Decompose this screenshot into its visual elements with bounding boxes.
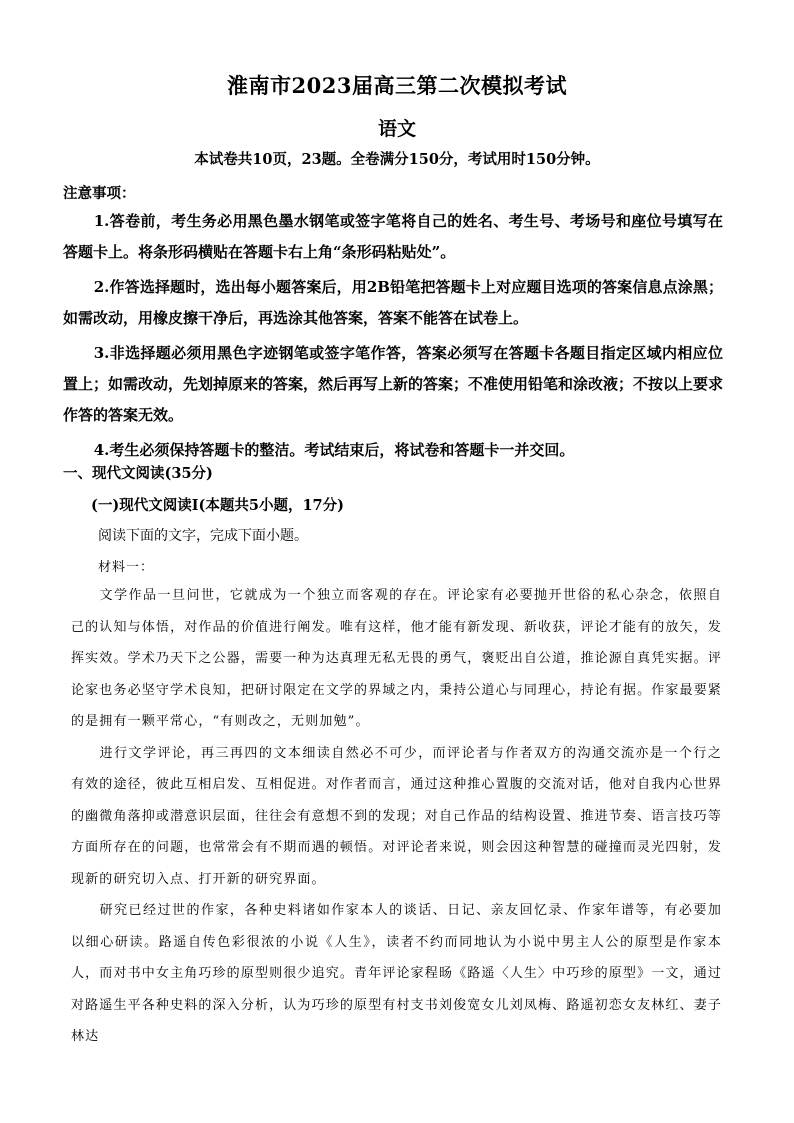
subject-title: 语文 [377,118,416,140]
notice-list [63,206,723,470]
notice-item: 2.作答选择题时，选出每小题答案后，用2B铅笔把答题卡上对应题目选项的答案信息点涂黑；如需改动，用橡皮擦干净后，再选涂其他答案，答案不能答在试卷上。 [63,278,723,327]
body-paragraph: 研究已经过世的作家，各种史料诸如作家本人的谈话、日记、亲友回忆录、作家年谱等，有必要加以细心研读。路遥自传色彩很浓的小说《人生》，读者不约而同地认为小说中男主人公的原型是作家本人，而对书中女主角巧珍的原型则很少追究。青年评论家程旸《路遥〈人生〉中巧珍的原型》一文，通过对路遥生平各种史料的深入分析，认为巧珍的原型有村支书刘俊宽女儿刘凤梅、路遥初恋女友林红、妻子林达 [71,903,722,1044]
material-body [71,580,722,1053]
section-heading: 一、现代文阅读(35分) [63,465,213,482]
material-label: 材料一： [98,560,155,575]
notice-heading: 注意事项： [63,185,136,202]
notice-item: 4.考生必须保持答题卡的整洁。考试结束后，将试卷和答题卡一并交回。 [93,441,575,459]
exam-title: 淮南市2023届高三第二次模拟考试 [227,73,567,98]
subsection-heading: (一)现代文阅读Ⅰ(本题共5小题，17分) [91,497,344,514]
body-paragraph: 进行文学评论，再三再四的文本细读自然必不可少，而评论者与作者双方的沟通交流亦是一个行之有效的途径，彼此互相启发、互相促进。对作者而言，通过这种推心置腹的交流对话，他对自我内心世界的幽微角落抑或潜意识层面，往往会有意想不到的发现；对自己作品的结构设置、推进节奏、语言技巧等方面所存在的问题，也常常会有不期而遇的顿悟。对评论者来说，则会因这种智慧的碰撞而灵光四射，发现新的研究切入点、打开新的研究界面。 [71,745,722,887]
reading-instruction: 阅读下面的文字，完成下面小题。 [98,528,308,544]
notice-item: 3.非选择题必须用黑色字迹钢笔或签字笔作答，答案必须写在答题卡各题目指定区域内相应位置上；如需改动，先划掉原来的答案，然后再写上新的答案；不准使用铅笔和涂改液；不按以上要求作答的答案无效。 [63,344,724,424]
body-paragraph: 文学作品一旦问世，它就成为一个独立而客观的存在。评论家有必要抛开世俗的私心杂念，依照自己的认知与体悟，对作品的价值进行阐发。唯有这样，他才能有新发现、新收获，评论才能有的放矢，发挥实效。学术乃天下之公器，需要一种为达真理无私无畏的勇气，褒贬出自公道，推论源自真凭实据。评论家也务必坚守学术良知，把研讨限定在文学的界域之内，秉持公道心与同理心，持论有据。作家最要紧的是拥有一颗平常心，“有则改之，无则加勉”。 [71,588,722,729]
notice-item: 1.答卷前，考生务必用黑色墨水钢笔或签字笔将自己的姓名、考生号、考场号和座位号填写在答题卡上。将条形码横贴在答题卡右上角“条形码粘贴处”。 [63,212,723,261]
exam-summary: 本试卷共10页，23题。全卷满分150分，考试用时150分钟。 [194,151,600,168]
